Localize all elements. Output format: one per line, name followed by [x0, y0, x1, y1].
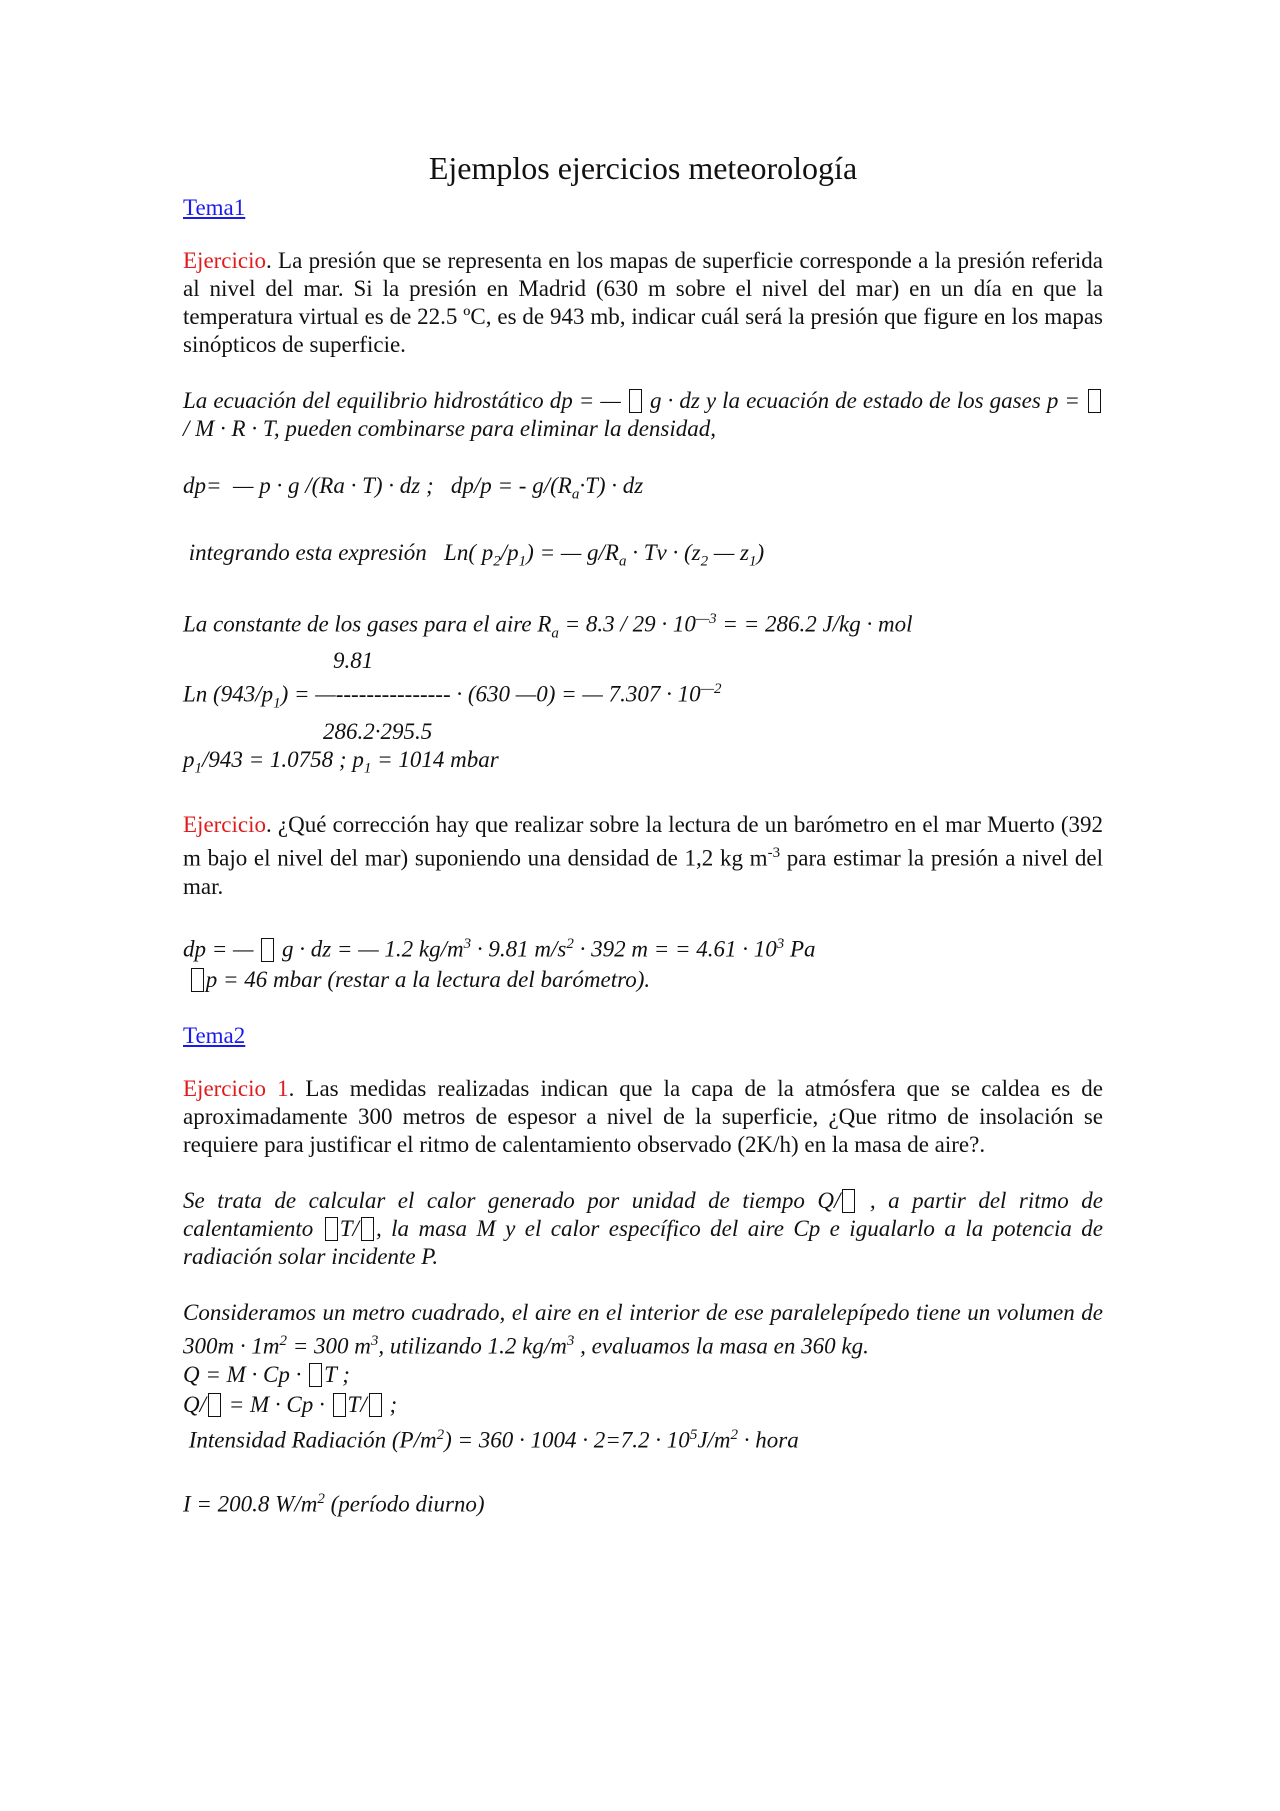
equation-dp: dp= — p · g /(Ra · T) · dz ; dp/p = - $g/(R_a\cdot T)$ · dz [183, 473, 644, 503]
exercise-label: Ejercicio 1 [183, 1075, 289, 1101]
exercise-2-statement: Ejercicio. ¿Qué corrección hay que realizar sobre la lectura de un barómetro en el mar Muerto (392 m bajo el nivel del mar) suponiendo una densidad de 1,2 kg $m^{-3}$ para estimar la presión a nivel del mar. [183, 812, 1103, 899]
missing-glyph-icon [842, 1189, 855, 1213]
exercise-3-solution-intro: Se trata de calcular el calor generado por unidad de tiempo Q/ , a partir del ritmo de calentamiento T/ , la masa M y el calor específico del aire Cp e igualarlo a la potencia de radiación solar incidente P. [183, 1187, 1104, 1269]
exercise-3-statement: Ejercicio 1. Las medidas realizadas indican que la capa de la atmósfera que se caldea es de aproximadamente 300 metros de espesor a nivel de la superficie, ¿Que ritmo de insolación se requiere para justificar el ritmo de calentamiento observado (2K/h) en la masa de aire?. [183, 1075, 1103, 1157]
missing-glyph-icon [191, 968, 204, 992]
equation-ln: Ln $(943/p_1)$ = —--------------- · (630 —0) = — $7.307 \cdot 10^{—2}$ [183, 681, 722, 712]
equation-heat: Q = M · Cp · T ; [183, 1362, 350, 1388]
missing-glyph-icon [333, 1393, 346, 1417]
missing-glyph-icon [361, 1217, 374, 1241]
equation-intensity-result: I = 200.8 $W/m^2$ (período diurno) [183, 1490, 485, 1517]
missing-glyph-icon [629, 389, 642, 413]
tema1-link[interactable]: Tema1 [183, 195, 246, 220]
equation-p1-result: $p_1/943 = 1.0758$ ; $p_1 = 1014$ mbar [183, 746, 499, 777]
document-title: Ejemplos ejercicios meteorología [428, 150, 858, 186]
equation-gas-constant: La constante de los gases para el aire $R_a = 8.3 / 29 \cdot 10^{—3}$ = = 286.2 J/kg · mol [183, 611, 913, 642]
fraction-numerator: 9.81 [333, 648, 374, 674]
tema2-link[interactable]: Tema2 [183, 1022, 246, 1048]
equation-correction: p = 46 mbar (restar a la lectura del barómetro). [183, 965, 1103, 995]
equation-radiation-intensity: Intensidad Radiación $(P/m^2) = 360 \cdot 1004 \cdot 2=7.2 \cdot 10^5J/m^2$ · hora [183, 1427, 799, 1453]
missing-glyph-icon [309, 1363, 322, 1387]
exercise-1-solution-intro: La ecuación del equilibrio hidrostático dp = — g · dz y la ecuación de estado de los gases p = / M · R · T, pueden combinarse para eliminar la densidad, [183, 387, 1103, 443]
exercise-3-consideration: Consideramos un metro cuadrado, el aire en el interior de ese paralelepípedo tiene un volumen de $300m \cdot 1m^2 = 300$ $m^3$, utilizando 1.2 $kg/m^3$ , evaluamos la masa en 360 kg. [183, 1299, 1103, 1359]
document-content [183, 150, 1103, 1520]
missing-glyph-icon [208, 1393, 221, 1417]
equation-integration: integrando esta expresión Ln( $p_2/p_1$) = — $g/R_a \cdot Tv \cdot (z_2$ — $z_1$) [183, 539, 765, 570]
missing-glyph-icon [325, 1217, 338, 1241]
exercise-label: Ejercicio [183, 248, 267, 273]
missing-glyph-icon [369, 1393, 382, 1417]
equation-heat-rate: Q/ = M · Cp · T/ ; [183, 1392, 398, 1418]
missing-glyph-icon [1088, 389, 1101, 413]
fraction-denominator: 286.2·295.5 [323, 718, 433, 744]
equation-dead-sea: dp = — g · dz = — 1.2 $kg/m^3 \cdot 9.81$ $m/s^2 \cdot 392$ m = = $4.61 \cdot 10^3$ Pa [183, 935, 816, 962]
exercise-1-statement: Ejercicio. La presión que se representa en los mapas de superficie corresponde a la presión referida al nivel del mar. Si la presión en Madrid (630 m sobre el nivel del mar) en un día en que la temperatura virtual es de 22.5 ºC, es de 943 mb, indicar cuál será la presión que figure en los mapas sinópticos de superficie. [183, 248, 1103, 357]
missing-glyph-icon [261, 938, 274, 962]
exercise-label: Ejercicio [183, 812, 267, 838]
